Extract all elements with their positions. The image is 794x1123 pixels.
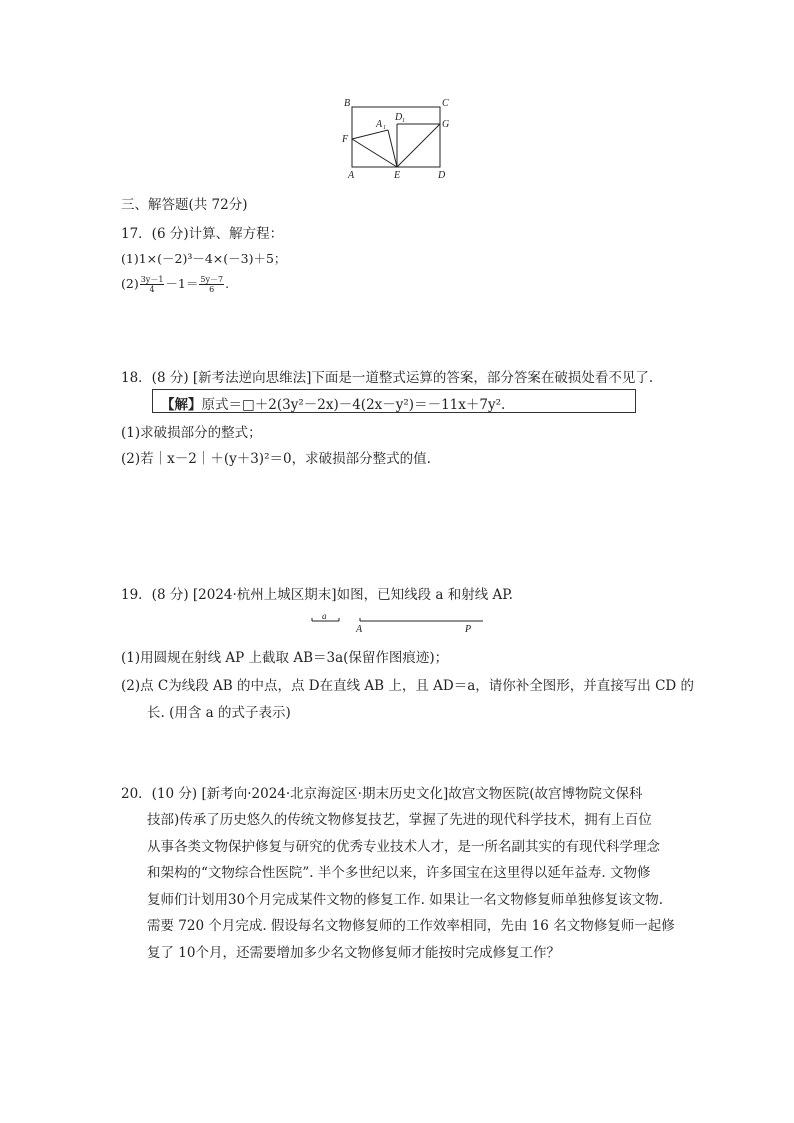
label-B: B <box>344 98 351 109</box>
q18-answer-box <box>152 389 636 413</box>
label-D: D <box>438 170 446 181</box>
label-F: F <box>342 134 349 145</box>
q19-part2-line2: 长. (用含 a 的式子表示) <box>147 705 291 721</box>
segment-and-ray-figure <box>305 609 490 635</box>
label-C: C <box>442 98 449 109</box>
label-P: P <box>465 624 472 635</box>
label-E: E <box>394 170 401 181</box>
q17-fraction-1: $\frac{3y-1}{4}$ <box>140 275 164 294</box>
q18-box-tag: 【解】 <box>161 397 202 413</box>
q17-part2: (2) $\frac{3y-1}{4}$ －1＝ $\frac{5y-7}{6}$ . <box>121 275 230 294</box>
q18-part1: (1)求破损部分的整式； <box>121 425 262 441</box>
q18-box-text: 原式＝□＋2(3y²－2x)－4(2x－y²)＝－11x＋7y². <box>201 397 506 413</box>
folding-rectangle-figure <box>335 92 465 184</box>
q17-part1: (1)1×(－2)³－4×(－3)＋5； <box>121 251 287 266</box>
label-A: A <box>348 170 355 181</box>
label-a: a <box>322 611 327 621</box>
q18-head: 18．(8 分) [新考法逆向思维法]下面是一道整式运算的答案，部分答案在破损处看不见了. <box>121 370 654 386</box>
q19-head: 19．(8 分) [2024·杭州上城区期末]如图，已知线段 a 和射线 AP. <box>121 587 513 603</box>
label-D1: D <box>395 112 403 123</box>
q18-part2: (2)若｜x－2｜＋(y＋3)²＝0，求破损部分整式的值. <box>121 451 431 467</box>
q20-line5: 复师们计划用30个月完成某件文物的修复工作. 如果让一名文物修复师单独修复该文物. <box>147 892 664 908</box>
label-A: A <box>356 624 363 635</box>
section-title: 三、解答题(共 72分) <box>121 197 248 213</box>
q19-part1: (1)用圆规在射线 AP 上截取 AB＝3a(保留作图痕迹)； <box>121 650 449 666</box>
q20-line3: 从事各类文物保护修复与研究的优秀专业技术人才，是一所名副其实的有现代科学理念 <box>147 839 660 855</box>
q20-line7: 复了 10个月，还需要增加多少名文物修复师才能按时完成修复工作？ <box>147 945 560 961</box>
q20-line4: 和架构的“文物综合性医院”. 半个多世纪以来，许多国宝在这里得以延年益寿. 文物修 <box>147 865 651 881</box>
q19-part2-line1: (2)点 C为线段 AB 的中点，点 D在直线 AB 上，且 AD＝a，请你补全图形，并直接写出 CD 的 <box>121 678 695 694</box>
q20-line2: 技部)传承了历史悠久的传统文物修复技艺，掌握了先进的现代科学技术，拥有上百位 <box>147 812 652 828</box>
label-G: G <box>442 119 450 130</box>
svg-text:1: 1 <box>402 118 405 124</box>
label-A1: A <box>376 119 383 130</box>
q17-fraction-2: $\frac{5y-7}{6}$ <box>200 275 224 294</box>
q20-line6: 需要 720 个月完成. 假设每名文物修复师的工作效率相同，先由 16 名文物修复师一起修 <box>147 918 675 934</box>
q17-head: 17．(6 分)计算、解方程： <box>121 226 284 242</box>
q20-line1: 20．(10 分) [新考向·2024·北京海淀区·期末历史文化]故宫文物医院(故宫博物院文保科 <box>121 786 643 802</box>
svg-text:1: 1 <box>383 125 386 131</box>
